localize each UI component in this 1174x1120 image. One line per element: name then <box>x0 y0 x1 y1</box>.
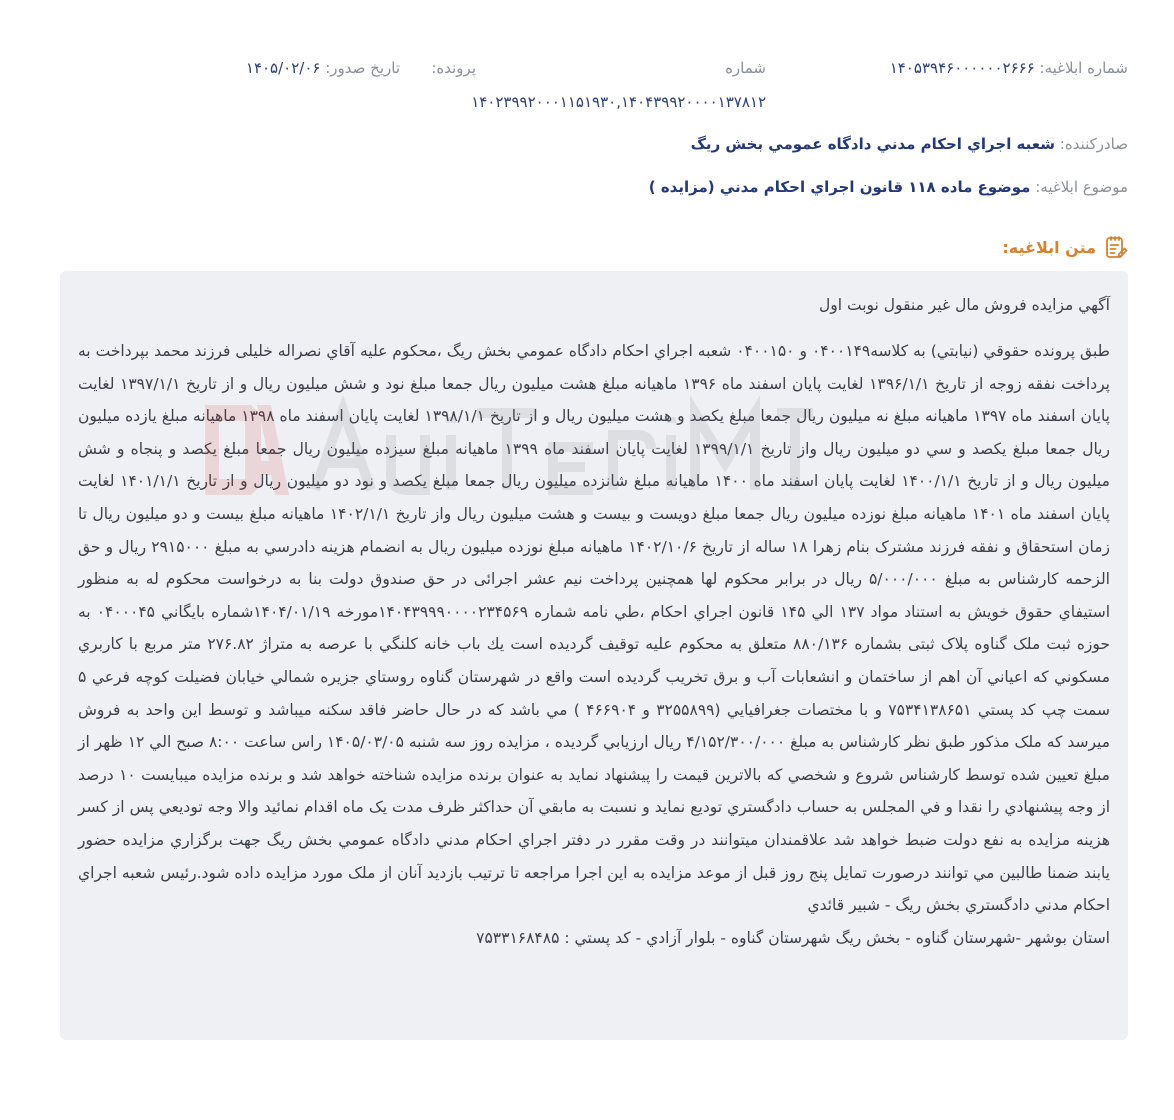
issuer-label: صادرکننده: <box>1059 135 1128 153</box>
issuer-value: شعبه اجراي احکام مدني دادگاه عمومي بخش ريگ <box>690 135 1055 153</box>
subject-label: موضوع ابلاغيه: <box>1035 178 1128 196</box>
notice-body-title: آگهي مزايده فروش مال غير منقول نوبت اول <box>819 296 1110 314</box>
notice-body-text: طبق پرونده حقوقي (نيابتي) به کلاسه۰۴۰۰۱۴۹ و ۰۴۰۰۱۵۰ شعبه اجراي احکام دادگاه عمومي بخش ريگ ،محکوم عليه آقاي نصراله خليلى فرزند محمد بپرداخت به پرداخت نفقه زوجه از تاريخ ۱۳۹۶/۱/۱ لغايت پايان اسفند ماه ۱۳۹۶ ماهيانه مبلغ هشت ميليون ريال جمعا مبلغ نود و شش ميليون ريال و از تاريخ ۱۳۹۷/۱/۱ لغايت پايان اسفند ماه ۱۳۹۷ ماهيانه مبلغ نه ميليون ريال جمعا مبلغ يکصد و هشت ميليون ريال و از تاريخ ۱۳۹۸/۱/۱ لغايت پايان اسفند ماه ۱۳۹۸ ماهيانه مبلغ يازده ميليون ريال جمعا مبلغ يکصد و سي دو ميليون ريال واز تاريخ ۱۳۹۹/۱/۱ لغايت پايان اسفند ماه ۱۳۹۹ ماهيانه مبلغ سيزده ميليون ريال جمعا مبلغ يکصد و پنجاه و شش ميليون ريال و از تاريخ ۱۴۰۰/۱/۱ لغايت پايان اسفند ماه ۱۴۰۰ ماهيانه مبلغ شانزده ميليون ريال جمعا مبلغ يکصد و نود دو ميليون ريال و از تاريخ ۱۴۰۱/۱/۱ لغايت پايان اسفند ماه ۱۴۰۱ ماهيانه مبلغ نوزده ميليون ريال جمعا مبلغ دويست و بيست و هشت ميليون ريال واز تاريخ ۱۴۰۲/۱/۱ ماهيانه مبلغ بيست و دو ميليون ريال تا زمان استحقاق و نفقه فرزند مشترک بنام زهرا ۱۸ ساله از تاريخ ۱۴۰۲/۱۰/۶ ماهيانه مبلغ نوزده ميليون ريال به انضمام هزينه دادرسي به مبلغ ۲۹۱۵۰۰۰ ريال و حق الزحمه کارشناس به مبلغ ۵/۰۰۰/۰۰۰ ريال در برابر محکوم لها همچنين پرداخت نيم عشر اجرائى در حق صندوق دولت بنا به درخواست محکوم له به منظور استيفاي حقوق خويش به استناد مواد ۱۳۷ الي ۱۴۵ قانون اجراي احکام ،طي نامه شماره ۱۴۰۴۳۹۹۹۰۰۰۰۲۳۴۵۶۹مورخه ۱۴۰۴/۰۱/۱۹شماره بايگاني ۰۴۰۰۰۴۵ به حوزه ثبت ملک گناوه پلاک ثبتی بشماره ۸۸۰/۱۳۶ متعلق به محکوم عليه توقيف گرديده است يك باب خانه کلنگي با عرصه به متراژ ۲۷۶.۸۲ متر مربع با کاربري مسکوني که اعياني آن اهم از ساختمان و انشعابات آب و برق تخريب گرديده است واقع در شهرستان گناوه روستاي جزيره شمالي خيابان فضيلت کوچه فرعي ۵ سمت چپ کد پستي ۷۵۳۴۱۳۸۶۵۱ و با مختصات جغرافيايي (۳۲۵۵۸۹۹ و ۴۶۶۹۰۴ ) مي باشد که در حال حاضر فاقد سکنه ميباشد و توسط اين واحد به فروش ميرسد که ملک مذکور طبق نظر کارشناس به مبلغ ۴/۱۵۲/۳۰۰/۰۰۰ ريال ارزيابي گرديده ، مزايده روز سه شنبه ۱۴۰۵/۰۳/۰۵ راس ساعت ۸:۰۰ صبح الي ۱۲ ظهر از مبلغ تعيين شده توسط کارشناس شروع و شخصي که بالاترين قيمت را پيشنهاد نمايد به عنوان برنده مزايده شناخته خواهد شد و برنده مزايده ميبايست ۱۰ درصد از وجه پيشنهادي را نقدا و في المجلس به حساب دادگستري توديع نمايد و نسبت به مابقي آن حداکثر ظرف مدت يک ماه اقدام نمائيد والا وجه توديعي پس از کسر هزينه مزايده به نفع دولت ضبط خواهد شد علاقمندان ميتوانند در وقت مقرر در دفتر اجراي احکام مدني دادگاه عمومي بخش ريگ جهت برگزاري مزايده حضور يابند ضمنا طالبين مي توانند درصورت تمايل پنج روز قبل از موعد مزايده به اين اجرا مراجعه تا ترتيب بازديد آنان از ملک مورد مزايده داده شود.رئيس شعبه اجراي احکام مدني دادگستري بخش ريگ - شبير قائدي <box>78 342 1111 915</box>
issue-date-label: تاريخ صدور: <box>325 59 400 77</box>
notice-number-label: شماره ابلاغيه: <box>1039 59 1128 77</box>
section-title <box>1002 234 1128 260</box>
issue-date <box>246 57 400 79</box>
notice-number <box>890 57 1128 79</box>
section-title-text: متن ابلاغيه: <box>1002 237 1096 257</box>
file-number-value: ۱۴۰۲۳۹۹۲۰۰۰۱۱۵۱۹۳۰,۱۴۰۴۳۹۹۲۰۰۰۰۱۳۷۸۱۲ <box>471 93 766 111</box>
notice-body-box <box>60 271 1128 1040</box>
document-edit-icon <box>1104 234 1128 260</box>
file-label: پرونده: <box>431 59 476 77</box>
issue-date-value: ۱۴۰۵/۰۲/۰۶ <box>245 59 321 77</box>
notice-number-value: ۱۴۰۵۳۹۴۶۰۰۰۰۰۰۲۶۶۶ <box>889 59 1035 77</box>
issuer-row <box>40 133 1128 155</box>
subject-value: موضوع ماده ۱۱۸ قانون اجراي احکام مدني (مزايده ) <box>648 178 1031 196</box>
file-number-label: شماره <box>725 59 766 77</box>
notice-body-footer: استان بوشهر -شهرستان گناوه - بخش ريگ شهرستان گناوه - بلوار آزادي - کد پستي : ۷۵۳۳۱۶۸۴۸۵ <box>476 928 1110 947</box>
subject-row <box>40 176 1128 198</box>
